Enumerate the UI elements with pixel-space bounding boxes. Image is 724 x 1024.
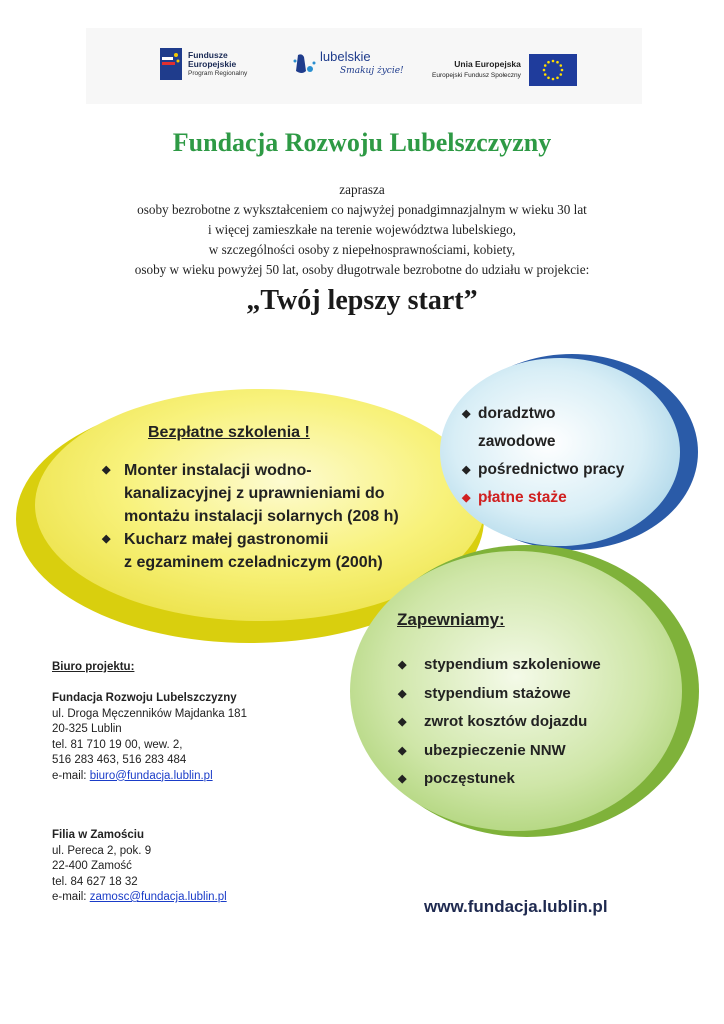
list-item (102, 459, 422, 528)
office-heading: Biuro projektu: (52, 661, 135, 673)
list-item (398, 765, 678, 794)
list-item (462, 456, 672, 484)
intro-line: osoby w wieku powyżej 50 lat, osoby długotrwale bezrobotne do udziału w projekcie: (134, 262, 590, 277)
fe-line2: Europejskie (188, 58, 237, 69)
provide-title: Zapewniamy: (397, 610, 505, 629)
provide-item: poczęstunek (424, 770, 515, 787)
service-line-highlight: płatne staże (478, 489, 567, 506)
diamond-bullet-icon: ◆ (398, 773, 407, 785)
branch-address2: 22-400 Zamość (52, 860, 132, 872)
branch-address1: ul. Pereca 2, pok. 9 (52, 844, 152, 857)
service-line: pośrednictwo pracy (478, 461, 625, 478)
diamond-bullet-icon: ◆ (398, 716, 407, 728)
branch-contact (52, 828, 227, 906)
ue-line1: Unia Europejska (454, 59, 521, 69)
diamond-bullet-icon: ◆ (398, 744, 407, 757)
office-contact (52, 660, 247, 784)
intro-line: osoby bezrobotne z wykształceniem co najwyżej ponadgimnazjalnym w wieku 30 lat (137, 202, 587, 217)
branch-email-label: e-mail: (52, 891, 90, 903)
training-line: Kucharz małej gastronomii (124, 531, 329, 548)
diamond-bullet-icon: ◆ (102, 464, 111, 476)
diamond-bullet-icon: ◆ (462, 408, 471, 420)
office-phone1: tel. 81 710 19 00, wew. 2, (52, 738, 183, 751)
lubelskie-name: lubelskie (320, 49, 371, 64)
list-item (462, 400, 672, 456)
trainings-list (102, 459, 422, 574)
training-line: Monter instalacji wodno- (124, 462, 312, 479)
training-line: z egzaminem czeladniczym (200h) (124, 554, 383, 571)
branch-heading: Filia w Zamościu (52, 829, 145, 841)
services-list (462, 400, 672, 512)
office-org: Fundacja Rozwoju Lubelszczyzny (52, 692, 237, 704)
fe-line1: Fundusze (188, 49, 228, 60)
page-title: Fundacja Rozwoju Lubelszczyzny (172, 128, 552, 157)
website-link[interactable]: www.fundacja.lublin.pl (424, 897, 608, 916)
ue-line2: Europejski Fundusz Społeczny (432, 72, 521, 79)
provide-item: stypendium stażowe (424, 684, 571, 702)
list-item (398, 680, 678, 709)
service-line: doradztwo (478, 405, 556, 422)
provide-item: zwrot kosztów dojazdu (424, 713, 588, 730)
project-name: „Twój lepszy start” (246, 285, 478, 316)
training-line: montażu instalacji solarnych (208 h) (124, 508, 399, 525)
diamond-bullet-icon: ◆ (398, 659, 407, 671)
branch-email-link[interactable]: zamosc@fundacja.lublin.pl (89, 891, 227, 903)
branch-phone: tel. 84 627 18 32 (52, 875, 138, 888)
provide-item: ubezpieczenie NNW (424, 741, 566, 759)
intro-line: zaprasza (339, 182, 385, 197)
fe-line3: Program Regionalny (188, 69, 248, 77)
diamond-bullet-icon: ◆ (462, 464, 471, 476)
list-item (102, 528, 422, 574)
list-item (462, 484, 672, 512)
intro-line: i więcej zamieszkałe na terenie województwa lubelskiego, (208, 222, 516, 237)
provide-item: stypendium szkoleniowe (424, 656, 601, 673)
office-address2: 20-325 Lublin (52, 723, 122, 735)
service-line: zawodowe (478, 433, 556, 450)
list-item (398, 708, 678, 737)
office-email-label: e-mail: (52, 769, 90, 782)
office-phone2: 516 283 463, 516 283 484 (52, 754, 187, 766)
training-line: kanalizacyjnej z uprawnieniami do (124, 485, 385, 502)
list-item (398, 737, 678, 766)
list-item (398, 651, 678, 680)
office-address1: ul. Droga Męczenników Majdanka 181 (52, 707, 247, 720)
lubelskie-slogan: Smakuj życie! (340, 66, 404, 76)
provide-list (398, 651, 678, 794)
diamond-bullet-icon: ◆ (398, 687, 407, 700)
intro-line: w szczególności osoby z niepełnosprawnościami, kobiety, (208, 242, 516, 257)
diamond-bullet-icon: ◆ (462, 492, 471, 504)
trainings-title: Bezpłatne szkolenia ! (148, 424, 310, 441)
office-email-link[interactable]: biuro@fundacja.lublin.pl (89, 769, 213, 782)
diamond-bullet-icon: ◆ (102, 533, 111, 545)
